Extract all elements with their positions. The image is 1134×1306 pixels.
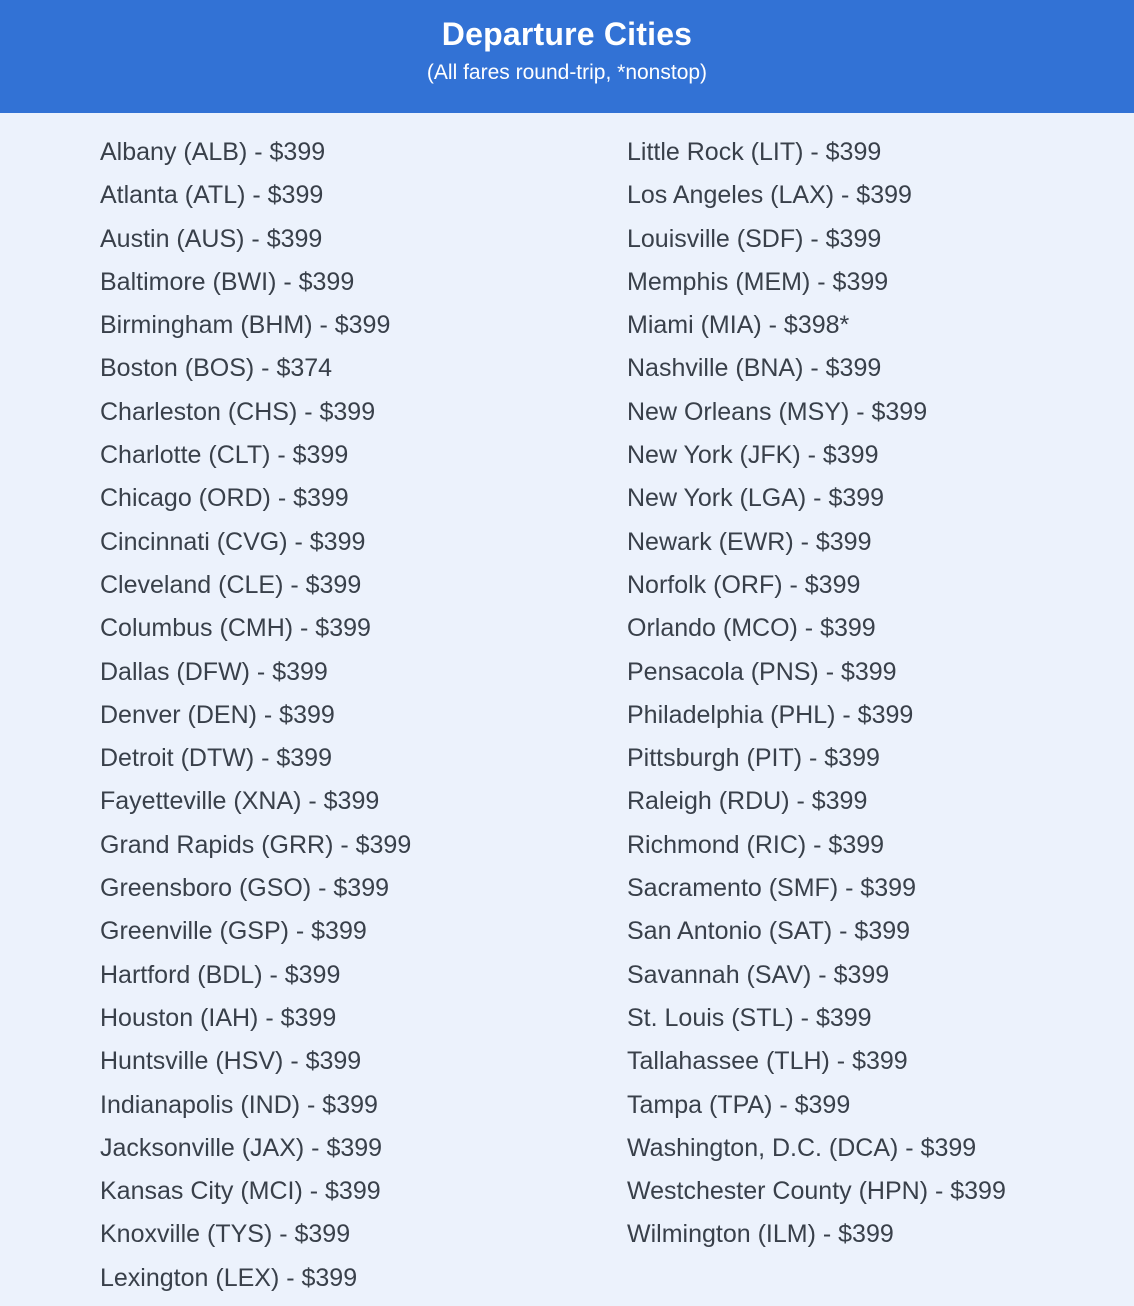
fare-item: New York (JFK) - $399 [627,441,879,470]
fare-item: Cleveland (CLE) - $399 [100,570,362,599]
fare-item: Wilmington (ILM) - $399 [627,1220,894,1249]
fare-item: Grand Rapids (GRR) - $399 [100,830,412,859]
fare-item: Denver (DEN) - $399 [100,700,335,729]
fare-item: Philadelphia (PHL) - $399 [627,700,914,729]
fare-item: Hartford (BDL) - $399 [100,960,341,989]
fare-item: Columbus (CMH) - $399 [100,614,371,643]
fare-item: New Orleans (MSY) - $399 [627,397,928,426]
fare-item: Tallahassee (TLH) - $399 [627,1047,908,1076]
fare-item: Little Rock (LIT) - $399 [627,138,882,166]
fare-item: Lexington (LEX) - $399 [100,1263,358,1292]
fare-item: Knoxville (TYS) - $399 [100,1220,351,1249]
fare-item: Nashville (BNA) - $399 [627,354,882,383]
fare-list-right-column [627,131,1134,1300]
fare-item: Los Angeles (LAX) - $399 [627,181,912,210]
fare-item: Chicago (ORD) - $399 [100,484,349,513]
fare-item: Kansas City (MCI) - $399 [100,1177,381,1206]
page-title: Departure Cities [441,16,693,52]
fare-item: Miami (MIA) - $398* [627,311,850,340]
fare-item: Pittsburgh (PIT) - $399 [627,744,880,773]
fare-item: Charleston (CHS) - $399 [100,397,376,426]
fare-item: Detroit (DTW) - $399 [100,744,332,773]
fare-item: Indianapolis (IND) - $399 [100,1090,378,1119]
fare-item: Greenville (GSP) - $399 [100,917,367,946]
fare-item: New York (LGA) - $399 [627,484,885,513]
fare-item: San Antonio (SAT) - $399 [627,917,911,946]
fare-item: Washington, D.C. (DCA) - $399 [627,1133,977,1162]
fare-item: Westchester County (HPN) - $399 [627,1177,1006,1206]
fare-item: Atlanta (ATL) - $399 [100,181,324,210]
fare-item: Fayetteville (XNA) - $399 [100,787,380,816]
fare-item: Charlotte (CLT) - $399 [100,441,349,470]
fare-item: Norfolk (ORF) - $399 [627,570,861,599]
fare-item: Boston (BOS) - $374 [100,354,333,383]
fare-item: Huntsville (HSV) - $399 [100,1047,362,1076]
fare-item: Richmond (RIC) - $399 [627,830,885,859]
header-banner [0,0,1134,113]
fare-item: Houston (IAH) - $399 [100,1003,337,1032]
fare-item: Orlando (MCO) - $399 [627,614,876,643]
fare-item: Austin (AUS) - $399 [100,224,323,253]
departure-fares-section [0,113,1134,1300]
fare-item: Sacramento (SMF) - $399 [627,874,916,903]
fare-item: Dallas (DFW) - $399 [100,657,328,686]
fare-list-left-column [100,131,627,1300]
fare-item: Pensacola (PNS) - $399 [627,657,897,686]
fare-item: Memphis (MEM) - $399 [627,267,889,296]
fare-item: St. Louis (STL) - $399 [627,1003,872,1032]
fare-item: Raleigh (RDU) - $399 [627,787,868,816]
fare-item: Greensboro (GSO) - $399 [100,874,390,903]
fare-item: Savannah (SAV) - $399 [627,960,890,989]
fare-item: Baltimore (BWI) - $399 [100,267,355,296]
fare-item: Birmingham (BHM) - $399 [100,311,391,340]
fare-item: Albany (ALB) - $399 [100,138,326,166]
fare-item: Cincinnati (CVG) - $399 [100,527,366,556]
page-subtitle: (All fares round-trip, *nonstop) [426,61,708,84]
fare-item: Louisville (SDF) - $399 [627,224,882,253]
fare-item: Newark (EWR) - $399 [627,527,872,556]
fare-item: Tampa (TPA) - $399 [627,1090,851,1119]
fare-item: Jacksonville (JAX) - $399 [100,1133,383,1162]
